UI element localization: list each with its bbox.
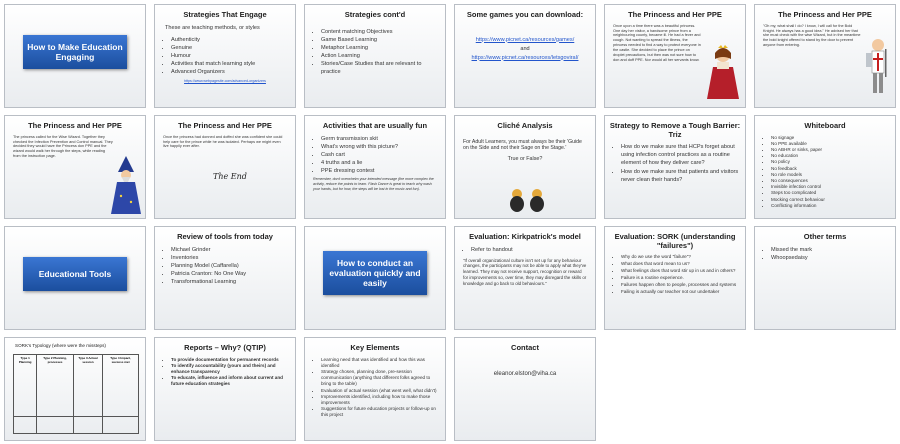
bullet-item: • Inventories bbox=[171, 254, 289, 262]
bullet-item: • Activities that match learning style bbox=[171, 60, 289, 68]
slide-21[interactable] bbox=[304, 337, 446, 441]
slide-title: The Princess and Her PPE bbox=[178, 121, 272, 130]
bullet-item: • How do we make sure that patients and visitors never clean their hands? bbox=[621, 168, 739, 184]
bullet-item: • Failure is a routine experience. bbox=[621, 275, 739, 282]
bullet-list bbox=[605, 254, 745, 295]
slide-title: Cliché Analysis bbox=[497, 121, 553, 130]
slide-title: Activities that are usually fun bbox=[322, 121, 428, 130]
bullet-item: • What feelings does that word stir up in us and in others? bbox=[621, 268, 739, 275]
bullet-list bbox=[155, 246, 295, 287]
slide-9[interactable] bbox=[304, 115, 446, 219]
bullet-item: • No role models bbox=[771, 172, 889, 178]
bullet-item: • To provide documentation for permanent records bbox=[171, 357, 289, 363]
slide-title: Strategies cont'd bbox=[344, 10, 406, 19]
slide-title: Reports – Why? (QTIP) bbox=[184, 343, 266, 352]
question-text: True or False? bbox=[507, 156, 543, 163]
slide-title: Educational Tools bbox=[38, 269, 112, 279]
bullet-item: • No policy bbox=[771, 159, 889, 165]
slide-title: Other terms bbox=[803, 232, 847, 241]
bullet-list bbox=[155, 357, 295, 388]
slide-19[interactable] bbox=[4, 337, 146, 441]
bullet-item: • Improvements identified, including how to make those improvements bbox=[321, 394, 439, 406]
story-text: Once upon a time there was a beautiful princess. One day her visitor, a handsome prince from a neighbouring county, became ill. He had a fever and cough. Not wanting to spread the illness, the princess needed to find a way to protect everyone in the castle. She decided to place the prince on droplet precautions, but then was not sure how to don and doff PPE. Nor would all her servants know. bbox=[613, 23, 701, 63]
slide-title: Whiteboard bbox=[804, 121, 846, 130]
slide-title: The Princess and Her PPE bbox=[628, 10, 722, 19]
bullet-item: • Mocking correct behaviour bbox=[771, 197, 889, 203]
bullet-item: • Suggestions for future education projects or follow-up on this project bbox=[321, 406, 439, 418]
bullet-item: • Missed the mark bbox=[771, 246, 889, 254]
table-header: Type 1 Planning bbox=[14, 355, 37, 417]
slide-16[interactable] bbox=[454, 226, 596, 330]
bullet-list bbox=[305, 357, 445, 419]
slide-14[interactable] bbox=[154, 226, 296, 330]
slide-title: Evaluation: SORK (understanding "failures") bbox=[614, 232, 736, 250]
bullet-item: • Whoopsedaisy bbox=[771, 254, 889, 262]
bullet-item: • PPE dressing contest bbox=[321, 167, 439, 175]
bullet-item: • Authenticity bbox=[171, 36, 289, 44]
bullet-item: • To educate, influence and inform about current and future education strategies bbox=[171, 375, 289, 387]
slide-title: How to Make Education Engaging bbox=[27, 42, 123, 62]
table-header: Type 2 Planning, processes bbox=[37, 355, 73, 417]
contact-email[interactable]: eleanor.elston@viha.ca bbox=[493, 370, 557, 377]
bullet-item: • Content matching Objectives bbox=[321, 28, 439, 36]
bullet-item: • Michael Grinder bbox=[171, 246, 289, 254]
slide-intro: These are teaching methods, or styles bbox=[165, 24, 260, 31]
slide-note: Remember, don't overwhelm your intended message (the more complex the activity, reduce the points to learn. Flash Dance is great to teach why wash your hands, but for how, the steps will be lost in the music and fun). bbox=[313, 177, 434, 191]
story-text: "Oh my, what shall I do? I know, I will call for the Bold Knight. He always has a good idea." He advised her that she must check with the wise Wizard, but in the meantime the bold knight offered to stand by the door to prevent anyone from entering. bbox=[763, 23, 861, 48]
slide-title: The Princess and Her PPE bbox=[778, 10, 872, 19]
bullet-item: • Cash cart bbox=[321, 151, 439, 159]
bullet-item: • No ABHR or sinks, paper bbox=[771, 147, 889, 153]
slide-15[interactable] bbox=[304, 226, 446, 330]
slide-17[interactable] bbox=[604, 226, 746, 330]
slide-8[interactable] bbox=[154, 115, 296, 219]
bullet-item: • Metaphor Learning bbox=[321, 44, 439, 52]
princess-illustration bbox=[705, 45, 741, 101]
bullet-item: • What's wrong with this picture? bbox=[321, 143, 439, 151]
slide-2[interactable] bbox=[154, 4, 296, 108]
story-text: Once the princess had donned and doffed she was confident she could help care for the prince while he was isolated. Perhaps we might even live happily ever after. bbox=[163, 134, 283, 149]
bullet-item: • To identify accountability (yours and theirs) and enhance transparency bbox=[171, 363, 289, 375]
bullet-list bbox=[605, 143, 745, 184]
slide-title: The Princess and Her PPE bbox=[28, 121, 122, 130]
slide-18[interactable] bbox=[754, 226, 896, 330]
bullet-item: • No feedback bbox=[771, 166, 889, 172]
table-header: Type 4 Impact, success met bbox=[103, 355, 139, 417]
bullet-item: • Strategy chosen, planning done, pre-session communication (anything that different folks agreed to bring to the table) bbox=[321, 369, 439, 388]
bullet-item: • Invisible infection control bbox=[771, 184, 889, 190]
table-header: Type 3 Actual session bbox=[73, 355, 102, 417]
wizard-illustration bbox=[109, 156, 143, 216]
bullet-item: • Why do we use the word "failure"? bbox=[621, 254, 739, 261]
slide-title: Review of tools from today bbox=[177, 232, 273, 241]
slide-link[interactable]: https://www.webpagesite.com/advanced-organizers bbox=[184, 79, 266, 84]
bullet-item: • Action Learning bbox=[321, 52, 439, 60]
knight-illustration bbox=[863, 37, 893, 101]
slide-title: Some games you can download: bbox=[466, 10, 584, 19]
bullet-list bbox=[755, 135, 895, 209]
bullet-item: • No consequences bbox=[771, 178, 889, 184]
bullet-list bbox=[305, 28, 445, 77]
bullet-item: • 4 truths and a lie bbox=[321, 159, 439, 167]
slide-5[interactable] bbox=[604, 4, 746, 108]
slide-6[interactable] bbox=[754, 4, 896, 108]
bullet-item: • Advanced Organizers bbox=[171, 68, 289, 76]
bullet-item: • What does that word mean to us? bbox=[621, 261, 739, 268]
bullet-item: • Germ transmission skit bbox=[321, 135, 439, 143]
slide-12[interactable] bbox=[754, 115, 896, 219]
link-letsgoviral[interactable]: https://www.picnet.ca/resources/letsgoviral/ bbox=[471, 54, 579, 61]
slide-22[interactable] bbox=[454, 337, 596, 441]
bullet-item: • Failing is actually our teacher not our undertaker bbox=[621, 289, 739, 296]
slide-11[interactable] bbox=[604, 115, 746, 219]
slide-title: Strategies That Engage bbox=[183, 10, 267, 19]
bullet-item: • Learning need that was identified and how this was identified bbox=[321, 357, 439, 369]
story-text: The princess called for the Wise Wizard. Together they checked the Infection Prevention and Control manual. They decided they would have the Princess don PPE and the wizard would walk her through the steps, while reading from the instruction page. bbox=[13, 134, 113, 159]
slide-title: Key Elements bbox=[350, 343, 400, 352]
bullet-item: • No PPE available bbox=[771, 141, 889, 147]
bullet-item: • Stories/Case Studies that are relevant to practice bbox=[321, 60, 439, 76]
bullet-list bbox=[305, 135, 445, 176]
and-text: and bbox=[520, 45, 530, 52]
bullet-item: • No signage bbox=[771, 135, 889, 141]
table-cell bbox=[73, 417, 102, 434]
bullet-item: • Refer to handout bbox=[471, 246, 589, 254]
bullet-list bbox=[755, 246, 895, 262]
slide-title: SORK's Typology (where were the missteps) bbox=[15, 343, 106, 348]
typology-table bbox=[13, 354, 139, 434]
slide-title: Strategy to Remove a Tough Barrier: Triz bbox=[609, 121, 741, 139]
slide-1[interactable] bbox=[4, 4, 146, 108]
slide-4[interactable] bbox=[454, 4, 596, 108]
slide-10[interactable] bbox=[454, 115, 596, 219]
bullet-item: • Failures happen often to people, processes and systems bbox=[621, 282, 739, 289]
slide-title: Evaluation: Kirkpatrick's model bbox=[469, 232, 581, 241]
slide-3[interactable] bbox=[304, 4, 446, 108]
bullet-item: • Transformational Learning bbox=[171, 278, 289, 286]
title-band bbox=[23, 257, 127, 291]
the-end-text: The End bbox=[213, 172, 247, 181]
slide-quote: "If overall organizational culture isn't set up for any behaviour changes, the participants may not be able to apply what they've learned. They may not receive support, recognition or reward for improvements so, over time, they may disregard the skills or knowledge and go back to old behaviours." bbox=[463, 257, 587, 286]
title-band bbox=[323, 251, 427, 295]
bullet-list bbox=[455, 246, 595, 254]
bullet-item: • Steps too complicated bbox=[771, 190, 889, 196]
title-band bbox=[23, 35, 127, 69]
bullet-item: • Humour bbox=[171, 52, 289, 60]
slide-title: Contact bbox=[511, 343, 539, 352]
bullet-list bbox=[155, 36, 295, 77]
slide-text: For Adult Learners, you must always be their 'Guide on the Side and not their Sage on the Stage.' bbox=[463, 138, 582, 152]
duck-illustration bbox=[507, 186, 547, 214]
bullet-item: • How do we make sure that HCPs forget about using infection control practices as a routine element of how they deliver care? bbox=[621, 143, 739, 167]
bullet-item: • Patricia Cranton: No One Way bbox=[171, 270, 289, 278]
bullet-item: • Planning Model (Caffarella) bbox=[171, 262, 289, 270]
bullet-item: • Genuine bbox=[171, 44, 289, 52]
link-games[interactable]: https://www.picnet.ca/resources/games/ bbox=[475, 36, 575, 43]
slide-13[interactable] bbox=[4, 226, 146, 330]
bullet-item: • Conflicting information bbox=[771, 203, 889, 209]
slide-20[interactable] bbox=[154, 337, 296, 441]
bullet-item: • No education bbox=[771, 153, 889, 159]
table-cell bbox=[37, 417, 73, 434]
table-cell bbox=[14, 417, 37, 434]
bullet-item: • Game Based Learning bbox=[321, 36, 439, 44]
slide-7[interactable] bbox=[4, 115, 146, 219]
table-cell bbox=[103, 417, 139, 434]
bullet-item: • Evaluation of actual session (what went well, what didn't) bbox=[321, 388, 439, 394]
slide-title: How to conduct an evaluation quickly and easily bbox=[329, 258, 421, 288]
